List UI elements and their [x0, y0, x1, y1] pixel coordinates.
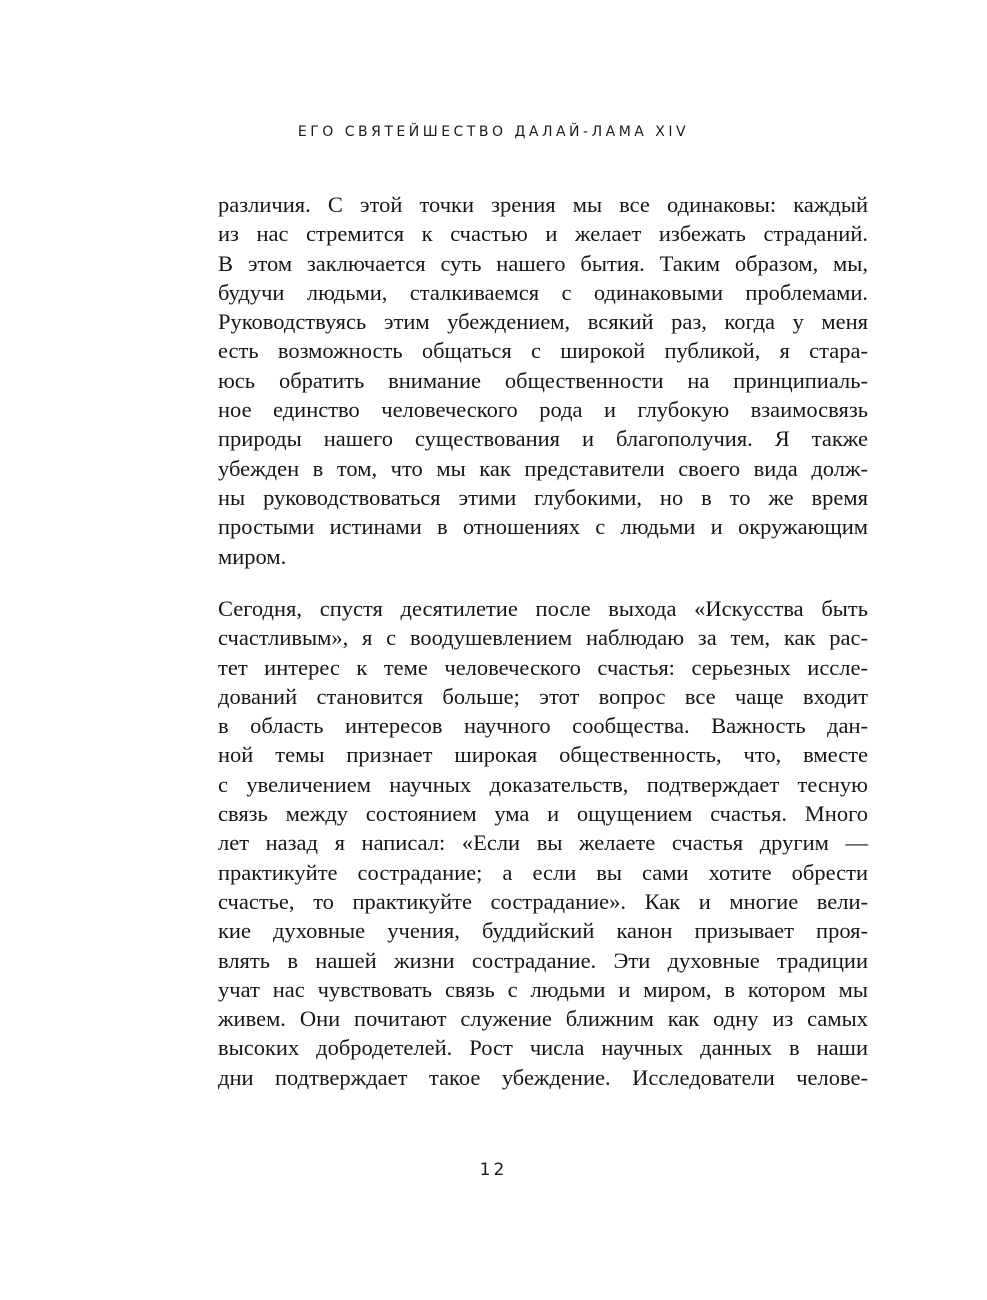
text-line: юсь обратить внимание общественности на принципиаль-	[218, 367, 868, 393]
text-line: ное единство человеческого рода и глубокую взаимосвязь	[218, 397, 868, 423]
text-line: будучи людьми, сталкиваемся с одинаковыми проблемами.	[218, 279, 868, 305]
text-line: дований становится больше; этот вопрос все чаще входит	[218, 683, 868, 709]
text-line: тет интерес к теме человеческого счастья: серьезных иссле-	[218, 654, 868, 680]
text-line: счастье, то практикуйте сострадание». Как и многие вели-	[218, 888, 868, 914]
text-line: убежден в том, что мы как представители своего вида долж-	[218, 455, 868, 481]
text-line: различия. С этой точки зрения мы все одинаковы: каждый	[218, 192, 868, 217]
text-line: природы нашего существования и благополучия. Я также	[218, 426, 868, 452]
text-line: высоких добродетелей. Рост числа научных данных в наши	[218, 1035, 868, 1061]
text-line: дни подтверждает такое убеждение. Исследователи челове-	[218, 1064, 868, 1090]
text-line: из нас стремится к счастью и желает избежать страданий.	[218, 221, 868, 247]
text-line: лет назад я написал: «Если вы желаете счастья другим —	[218, 830, 868, 856]
paragraph-2	[218, 594, 868, 1092]
text-line: простыми истинами в отношениях с людьми и окружающим	[218, 514, 868, 540]
text-line: в область интересов научного сообщества. Важность дан-	[218, 713, 868, 739]
text-line: В этом заключается суть нашего бытия. Таким образом, мы,	[218, 250, 868, 276]
text-line: Сегодня, спустя десятилетие после выхода «Искусства быть	[218, 596, 868, 621]
text-line: Руководствуясь этим убеждением, всякий раз, когда у меня	[218, 309, 868, 335]
text-line: практикуйте сострадание; а если вы сами хотите обрести	[218, 859, 868, 885]
text-line: с увеличением научных доказательств, подтверждает тесную	[218, 771, 868, 797]
text-line: счастливым», я с воодушевлением наблюдаю за тем, как рас-	[218, 625, 868, 651]
text-line: живем. Они почитают служение ближним как одну из самых	[218, 1006, 868, 1032]
text-line: влять в нашей жизни сострадание. Эти духовные традиции	[218, 947, 868, 973]
text-line: ной темы признает широкая общественность, что, вместе	[218, 742, 868, 768]
text-line: кие духовные учения, буддийский канон призывает проя-	[218, 918, 868, 944]
text-line: учат нас чувствовать связь с людьми и миром, в котором мы	[218, 976, 868, 1002]
text-line: есть возможность общаться с широкой публикой, я стара-	[218, 338, 868, 364]
paragraph-1	[218, 190, 868, 571]
text-line: ны руководствоваться этими глубокими, но в то же время	[218, 484, 868, 510]
running-header: ЕГО СВЯТЕЙШЕСТВО ДАЛАЙ-ЛАМА XIV	[297, 124, 690, 140]
page-number: 12	[479, 1160, 508, 1180]
text-line: миром.	[218, 543, 287, 569]
text-line: связь между состоянием ума и ощущением счастья. Много	[218, 801, 868, 827]
